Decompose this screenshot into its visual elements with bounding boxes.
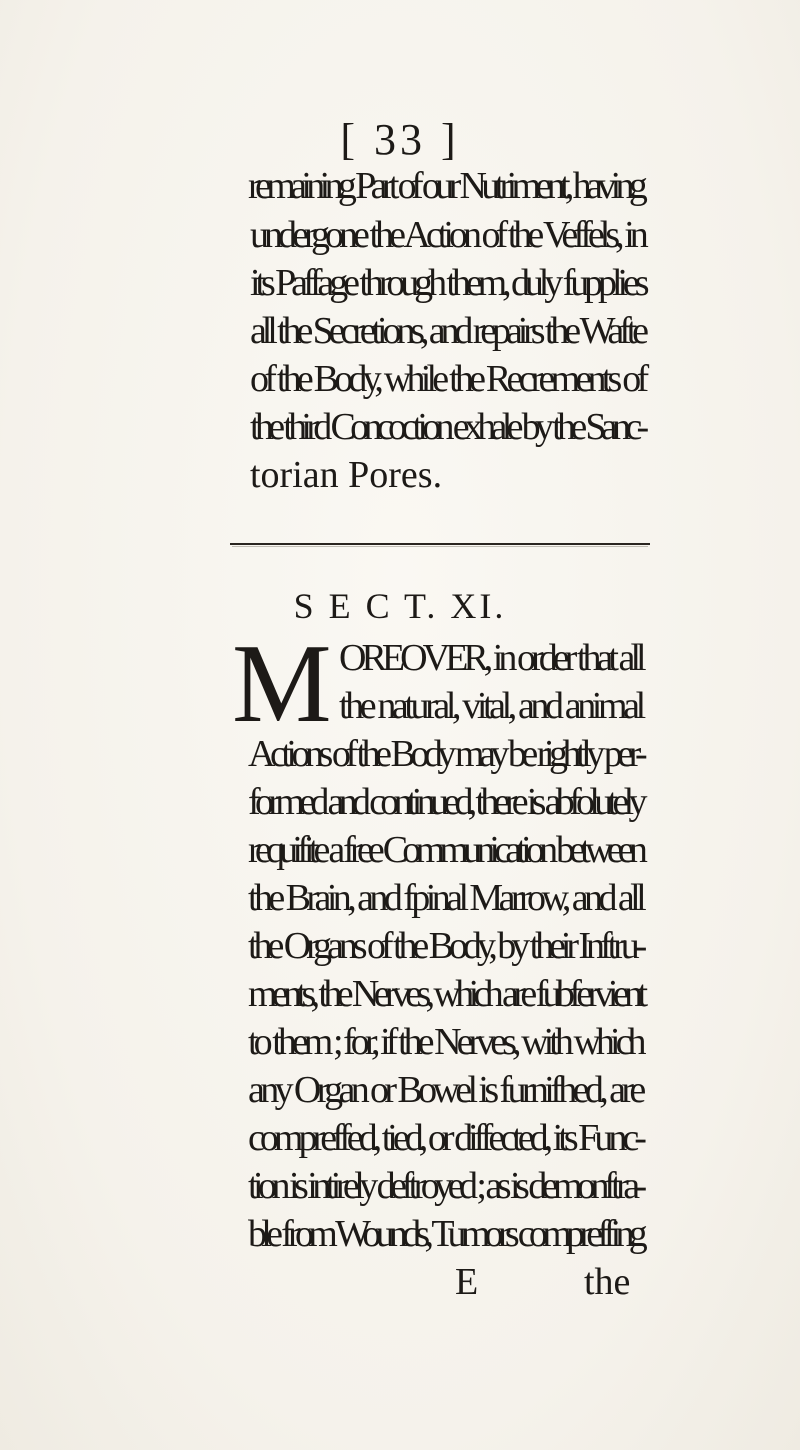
drop-cap: M [232,622,332,746]
text-line: to them ; for, if the Nerves, with which [248,1021,642,1063]
text-line: requifite a free Communication between [248,829,643,871]
section-heading: S E C T. XI. [293,586,507,626]
text-line: the Organs of the Body, by their Inftru- [248,925,643,967]
text-line: torian Pores. [250,454,443,496]
text-line: OREOVER, in order that all [339,637,642,679]
page-number: [ 33 ] [340,115,460,164]
text-line: tion is intirely deftroyed ; as is demonftra- [248,1165,642,1207]
text-line: Actions of the Body may be rightly per- [248,733,643,775]
section-rule [230,543,650,545]
text-line: the third Concoction exhale by the Sanc- [250,406,644,448]
text-line: the Brain, and fpinal Marrow, and all [248,877,643,919]
text-line: ble from Wounds, Tumors compreffing [248,1213,643,1255]
text-line: undergone the Action of the Veffels, in [250,214,644,256]
signature-mark: E [455,1261,479,1303]
text-line: its Paffage through them, duly fupplies [250,262,645,304]
text-line: the natural, vital, and animal [339,685,642,727]
section-rule-shadow [232,546,648,547]
text-line: any Organ or Bowel is furnifhed, are [248,1069,642,1111]
text-line: all the Secretions, and repairs the Wafte [250,310,644,352]
catchword: the [584,1261,631,1303]
text-line: ments, the Nerves, which are fubfervient [248,973,643,1015]
text-line: remaining Part of our Nutriment, having [248,165,643,207]
text-line: of the Body, while the Recrements of [250,358,645,400]
text-line: formed and continued, there is abfolutely [248,781,642,823]
text-line: compreffed, tied, or diffected, its Func- [248,1117,642,1159]
